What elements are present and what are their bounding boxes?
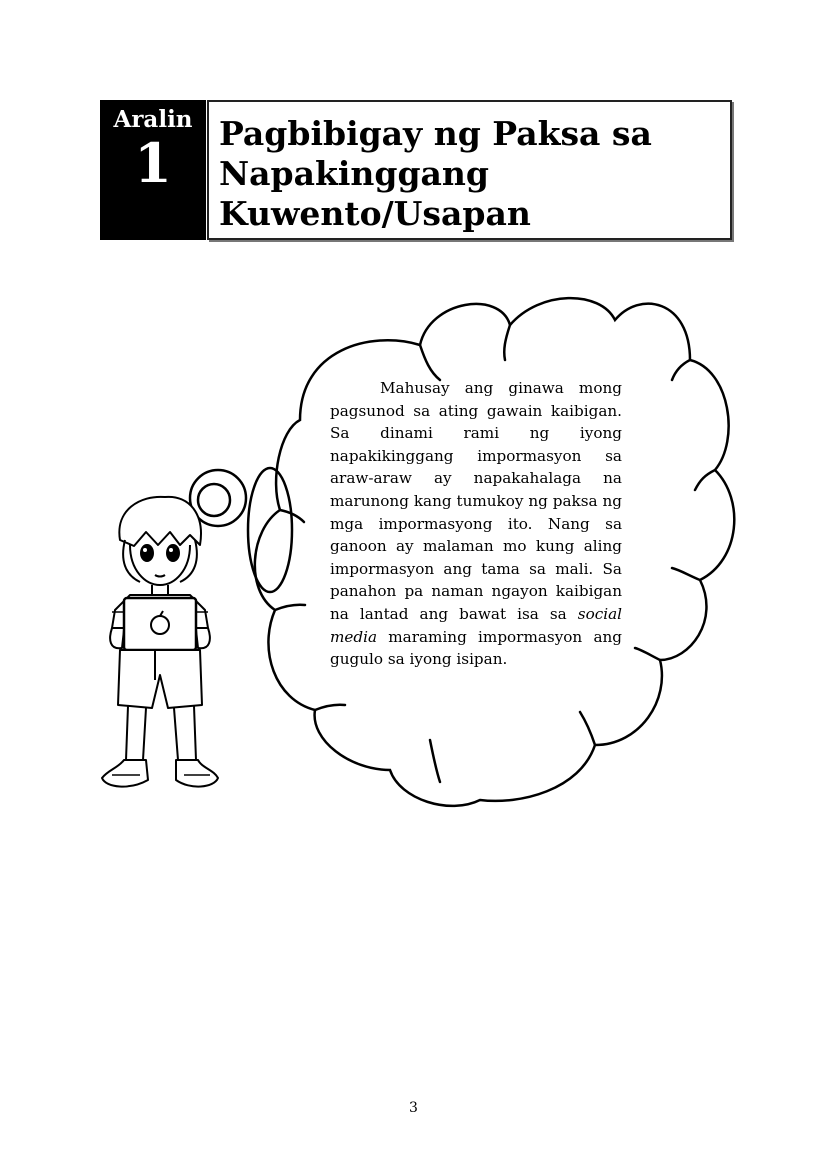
boy-icon — [102, 497, 218, 787]
lesson-title-line-2: Napakinggang — [219, 154, 489, 193]
bubble-text-part-1: Mahusay ang ginawa mong pagsunod sa ating gawain kaibigan. Sa dinami rami ng iyong napakikinggang impormasyon sa araw-araw ay napakahalaga na marunong kang tumukoy ng paksa ng mga impormasyong ito. Nang sa ganoon ay malaman mo kung aling impormasyon ang tama sa mali. Sa panahon pa naman ngayon kaibigan na lantad ang bawat isa sa — [330, 379, 622, 623]
lesson-title-line-3: Kuwento/Usapan — [219, 194, 531, 233]
lesson-label: Aralin — [113, 106, 193, 133]
bubble-text-italic: social media — [330, 604, 622, 646]
bubble-text-part-2: maraming impormasyon ang gugulo sa iyong isipan. — [330, 627, 623, 669]
bubble-paragraph — [330, 377, 622, 671]
lesson-title-line-1: Pagbibigay ng Paksa sa — [219, 114, 652, 153]
lesson-number: 1 — [134, 131, 172, 195]
page-number: 3 — [409, 1100, 418, 1116]
